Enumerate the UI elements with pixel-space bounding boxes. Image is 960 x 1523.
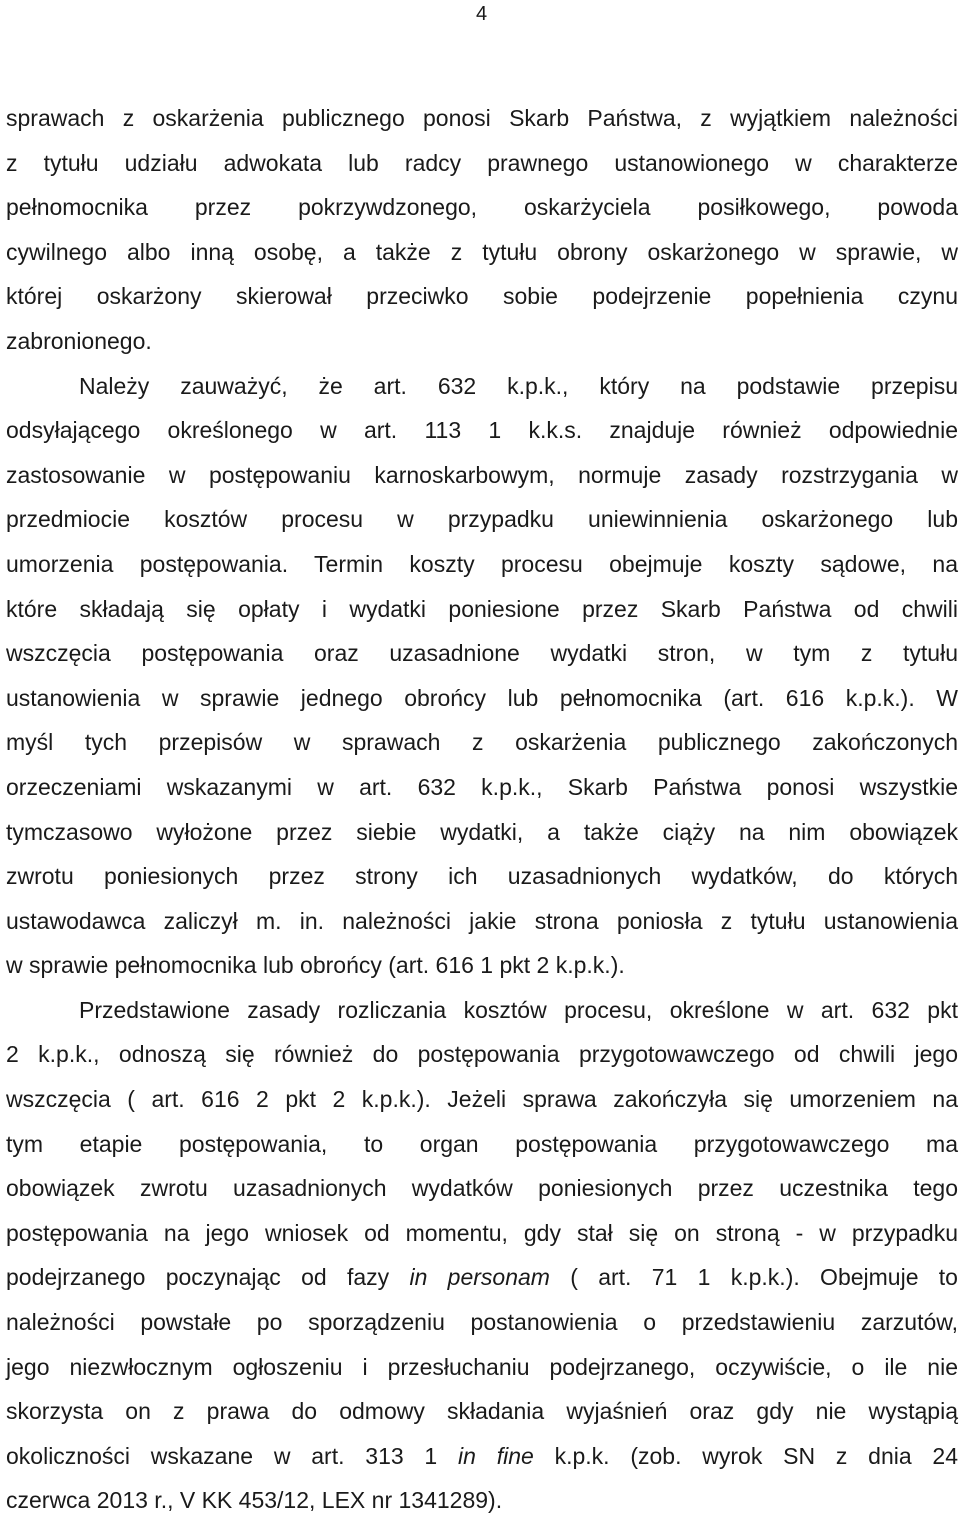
italic-phrase: in personam <box>409 1264 550 1291</box>
document-body <box>6 96 958 1523</box>
text-line: ustanowienia w sprawie jednego obrońcy lub pełnomocnika (art. 616 k.p.k.). W <box>6 684 958 711</box>
text-line: cywilnego albo inną osobę, a także z tytułu obrony oskarżonego w sprawie, w <box>6 238 958 265</box>
text-line: tym etapie postępowania, to organ postępowania przygotowawczego ma <box>6 1130 958 1157</box>
text-line: Należy zauważyć, że art. 632 k.p.k., który na podstawie przepisu <box>79 372 958 399</box>
text-line <box>6 1434 958 1479</box>
text-line: której oskarżony skierował przeciwko sobie podejrzenie popełnienia czynu <box>6 283 958 310</box>
text-line: skorzysta on z prawa do odmowy składania wyjaśnień oraz gdy nie wystąpią <box>6 1398 958 1425</box>
text-line: zabronionego. <box>6 327 152 354</box>
text-line: w sprawie pełnomocnika lub obrońcy (art. 616 1 pkt 2 k.p.k.). <box>6 952 625 979</box>
text-line: z tytułu udziału adwokata lub radcy prawnego ustanowionego w charakterze <box>6 149 958 176</box>
text-line: które składają się opłaty i wydatki poniesione przez Skarb Państwa od chwili <box>6 595 958 622</box>
text-line: umorzenia postępowania. Termin koszty procesu obejmuje koszty sądowe, na <box>6 550 958 577</box>
text-line: 2 k.p.k., odnoszą się również do postępowania przygotowawczego od chwili jego <box>6 1041 958 1068</box>
text-line: Przedstawione zasady rozliczania kosztów procesu, określone w art. 632 pkt <box>79 996 958 1023</box>
text-line: orzeczeniami wskazanymi w art. 632 k.p.k., Skarb Państwa ponosi wszystkie <box>6 773 958 800</box>
text-line: pełnomocnika przez pokrzywdzonego, oskarżyciela posiłkowego, powoda <box>6 194 958 221</box>
text-line: tymczasowo wyłożone przez siebie wydatki, a także ciąży na nim obowiązek <box>6 818 958 845</box>
text-line: zastosowanie w postępowaniu karnoskarbowym, normuje zasady rozstrzygania w <box>6 461 958 488</box>
text-line: postępowania na jego wniosek od momentu, gdy stał się on stroną - w przypadku <box>6 1219 958 1246</box>
text-segment: ( art. 71 1 k.p.k.). Obejmuje to <box>549 1264 958 1291</box>
text-line <box>6 1255 958 1300</box>
text-line: przedmiocie kosztów procesu w przypadku uniewinnienia oskarżonego lub <box>6 506 958 533</box>
text-segment: okoliczności wskazane w art. 313 1 <box>6 1442 459 1469</box>
italic-phrase: in fine <box>458 1442 534 1469</box>
text-line: obowiązek zwrotu uzasadnionych wydatków poniesionych przez uczestnika tego <box>6 1175 958 1202</box>
text-line: wszczęcia ( art. 616 2 pkt 2 k.p.k.). Jeżeli sprawa zakończyła się umorzeniem na <box>6 1086 958 1113</box>
text-segment: podejrzanego poczynając od fazy <box>6 1264 410 1291</box>
text-line: myśl tych przepisów w sprawach z oskarżenia publicznego zakończonych <box>6 729 958 756</box>
text-line: wszczęcia postępowania oraz uzasadnione wydatki stron, w tym z tytułu <box>6 640 958 667</box>
text-line: jego niezwłocznym ogłoszeniu i przesłuchaniu podejrzanego, oczywiście, o ile nie <box>6 1353 958 1380</box>
text-line: odsyłającego określonego w art. 113 1 k.k.s. znajduje również odpowiednie <box>6 417 958 444</box>
text-segment: k.p.k. (zob. wyrok SN z dnia 24 <box>533 1442 959 1469</box>
text-line: ustawodawca zaliczył m. in. należności jakie strona poniosła z tytułu ustanowienia <box>6 907 958 934</box>
text-line: należności powstałe po sporządzeniu postanowienia o przedstawieniu zarzutów, <box>6 1309 958 1336</box>
text-line: sprawach z oskarżenia publicznego ponosi Skarb Państwa, z wyjątkiem należności <box>6 105 958 131</box>
page-number: 4 <box>476 3 488 25</box>
text-line: czerwca 2013 r., V KK 453/12, LEX nr 1341289). <box>6 1487 503 1514</box>
text-line: zwrotu poniesionych przez strony ich uzasadnionych wydatków, do których <box>6 863 958 890</box>
